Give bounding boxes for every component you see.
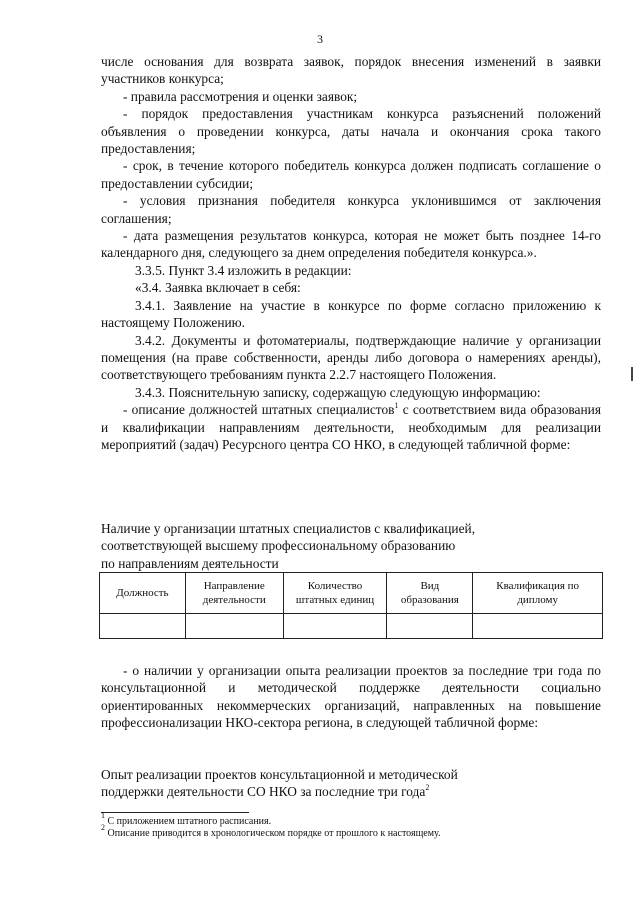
page-number: 3	[317, 32, 323, 46]
col-header-education: Вид образования	[387, 573, 473, 614]
footnote-2	[101, 823, 601, 840]
paragraph-13: - о наличии у организации опыта реализации проектов за последние три года по консультационной и методической поддержке деятельности социально ориентированных некоммерческих организаций, направленных на повышение профессионализации НКО-сектора региона, в следующей табличной форме:	[101, 663, 601, 731]
footnote-1-num: 1	[101, 811, 105, 820]
table1-block	[101, 520, 601, 639]
table2-caption-line2-wrap	[101, 783, 601, 800]
paragraph-7: 3.3.5. Пункт 3.4 изложить в редакции:	[135, 262, 352, 278]
paragraph-5: - условия признания победителя конкурса уклонившимся от заключения соглашения;	[101, 193, 601, 226]
body-text-upper	[101, 53, 601, 453]
col-header-qualification: Квалификация по диплому	[473, 573, 603, 614]
footnote-ref-1: 1	[394, 401, 399, 411]
paragraph-10: 3.4.2. Документы и фотоматериалы, подтверждающие наличие у организации помещения (на праве собственности, аренды либо договора о намерениях аренды), соответствующего требованиям пункта 2.2.7 настоящего Положения.	[101, 332, 601, 383]
paragraph-8: «3.4. Заявка включает в себя:	[135, 280, 301, 296]
table2-caption-line2: поддержки деятельности СО НКО за последние три года	[101, 784, 426, 800]
col-header-position: Должность	[100, 573, 186, 614]
paragraph-2: - правила рассмотрения и оценки заявок;	[123, 88, 358, 104]
staff-table-header-row	[100, 573, 603, 614]
footnote-2-text: Описание приводится в хронологическом порядке от прошлого к настоящему.	[105, 828, 441, 839]
table-cell	[473, 614, 603, 639]
col-header-count: Количество штатных единиц	[283, 573, 387, 614]
table2-caption-line1: Опыт реализации проектов консультационной и методической	[101, 767, 458, 782]
table1-caption-line1: Наличие у организации штатных специалистов с квалификацией,	[101, 521, 476, 536]
footnote-1	[101, 811, 601, 828]
paragraph-6: - дата размещения результатов конкурса, которая не может быть позднее 14-го календарного дня, следующего за днем определения победителя конкурса.».	[101, 228, 601, 261]
footnotes	[101, 812, 601, 840]
table-cell	[100, 614, 186, 639]
col-header-activity: Направление деятельности	[185, 573, 283, 614]
paragraph-1: числе основания для возврата заявок, порядок внесения изменений в заявки участников конкурса;	[101, 54, 601, 87]
table2-caption	[101, 766, 601, 801]
paragraph-12-start: - описание должностей штатных специалистов	[123, 402, 395, 418]
table1-caption-line3: по направлениям деятельности	[101, 555, 279, 571]
scan-artifact	[631, 367, 633, 381]
paragraph-3: - порядок предоставления участникам конкурса разъяснений положений объявления о проведении конкурса, даты начала и окончания срока такого предоставления;	[101, 106, 601, 157]
footnote-2-num: 2	[101, 823, 105, 832]
table-cell	[283, 614, 387, 639]
table1-caption-line2: соответствующей высшему профессиональному образованию	[101, 538, 456, 554]
staff-table	[99, 572, 603, 639]
staff-table-empty-row	[100, 614, 603, 639]
paragraph-9: 3.4.1. Заявление на участие в конкурсе по форме согласно приложению к настоящему Положению.	[101, 297, 601, 331]
footnote-ref-2: 2	[425, 783, 430, 793]
body-text-lower	[101, 662, 601, 732]
table-cell	[185, 614, 283, 639]
paragraph-12	[101, 401, 601, 453]
footnote-divider	[101, 812, 249, 813]
paragraph-4: - срок, в течение которого победитель конкурса должен подписать соглашение о предоставлении субсидии;	[101, 158, 601, 191]
paragraph-12-end: с соответствием вида образования и квалификации направлениям деятельности, необходимым для реализации мероприятий (задач) Ресурсного центра СО НКО, в следующей табличной форме:	[101, 402, 601, 452]
table-cell	[387, 614, 473, 639]
footnote-1-text: С приложением штатного расписания.	[105, 816, 272, 827]
paragraph-11: 3.4.3. Пояснительную записку, содержащую следующую информацию:	[135, 384, 541, 400]
